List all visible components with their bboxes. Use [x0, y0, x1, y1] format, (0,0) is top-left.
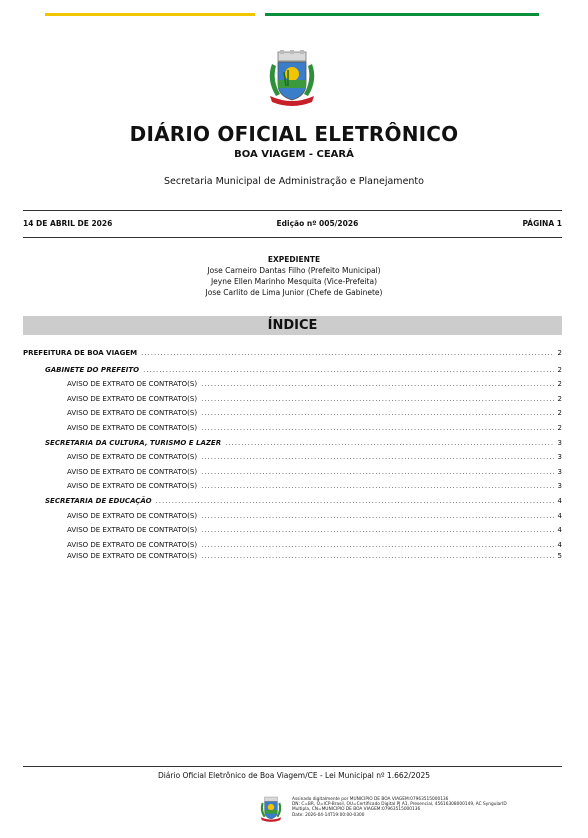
divider-bottom: [23, 237, 562, 238]
toc-entry-page: 2: [557, 349, 562, 357]
toc-entry-item[interactable]: [23, 395, 562, 406]
expediente-line: Jose Carneiro Dantas Filho (Prefeito Municipal): [207, 266, 381, 275]
toc-entry-label: AVISO DE EXTRATO DE CONTRATO(S): [67, 541, 198, 549]
toc-entry-label: GABINETE DO PREFEITO: [45, 366, 140, 374]
toc-entry-item[interactable]: [23, 424, 562, 435]
footer-divider: [23, 766, 562, 767]
header-green-bar: [265, 13, 539, 16]
toc-entry-label: AVISO DE EXTRATO DE CONTRATO(S): [67, 552, 198, 560]
toc-entry-item[interactable]: [23, 409, 562, 420]
divider-top: [23, 210, 562, 211]
toc-entry-label: AVISO DE EXTRATO DE CONTRATO(S): [67, 468, 198, 476]
toc-entry-label: SECRETARIA DA CULTURA, TURISMO E LAZER: [45, 439, 222, 447]
toc-entry-department[interactable]: [23, 366, 562, 377]
expediente-line: Jose Carlito de Lima Junior (Chefe de Gabinete): [205, 288, 383, 297]
toc-entry-label: AVISO DE EXTRATO DE CONTRATO(S): [67, 380, 198, 388]
signature-line: Assinado digitalmente por MUNICIPIO DE BOA VIAGEM:07963515000136: [292, 797, 449, 802]
toc-entry-page: 4: [557, 541, 562, 549]
index-heading: ÍNDICE: [23, 316, 562, 335]
toc-leader-dots: [225, 439, 553, 447]
page-number: PÁGINA 1: [522, 219, 562, 228]
toc-leader-dots: [201, 424, 553, 432]
toc-entry-label: SECRETARIA DE EDUCAÇÃO: [45, 497, 152, 505]
toc-entry-department[interactable]: [23, 439, 562, 450]
edition-date: 14 DE ABRIL DE 2026: [23, 219, 113, 228]
toc-entry-page: 4: [557, 512, 562, 520]
toc-entry-page: 3: [557, 468, 562, 476]
toc-entry-page: 4: [557, 526, 562, 534]
toc-entry-page: 3: [557, 439, 562, 447]
toc-entry-page: 2: [557, 380, 562, 388]
toc-leader-dots: [201, 409, 553, 417]
toc-entry-page: 3: [557, 482, 562, 490]
signature-crest-icon: [259, 795, 283, 823]
toc-entry-page: 2: [557, 395, 562, 403]
toc-entry-label: AVISO DE EXTRATO DE CONTRATO(S): [67, 482, 198, 490]
toc-leader-dots: [201, 541, 553, 549]
toc-entry-item[interactable]: [23, 453, 562, 464]
municipal-crest-icon: [266, 50, 318, 106]
signature-line: Date: 2026-04-14T19:00:00-0300: [292, 812, 365, 818]
toc-leader-dots: [201, 453, 553, 461]
toc-leader-dots: [201, 512, 553, 520]
edition-info-bar: [23, 219, 562, 228]
toc-leader-dots: [156, 497, 554, 505]
toc-leader-dots: [201, 552, 553, 560]
toc-entry-label: AVISO DE EXTRATO DE CONTRATO(S): [67, 453, 198, 461]
toc-entry-item[interactable]: [23, 526, 562, 537]
toc-entry-section[interactable]: [23, 349, 562, 360]
toc-leader-dots: [201, 482, 553, 490]
toc-entry-label: AVISO DE EXTRATO DE CONTRATO(S): [67, 526, 198, 534]
edition-number: Edição nº 005/2026: [276, 219, 359, 228]
signature-line: Multipla, CN=MUNICIPIO DE BOA VIAGEM:07963515000136: [292, 807, 421, 813]
toc-leader-dots: [141, 349, 553, 357]
toc-entry-page: 4: [557, 497, 562, 505]
signature-line: DN: C=BR, O=ICP-Brasil, OU=Certificado Digital PJ A1, Presencial, 45616308000149, AC SyngularID: [292, 802, 507, 808]
toc-leader-dots: [201, 395, 553, 403]
toc-entry-item[interactable]: [23, 552, 562, 563]
toc-entry-label: AVISO DE EXTRATO DE CONTRATO(S): [67, 424, 198, 432]
toc-leader-dots: [201, 468, 553, 476]
secretaria-name: Secretaria Municipal de Administração e Planejamento: [164, 176, 424, 187]
toc-leader-dots: [201, 380, 553, 388]
toc-entry-item[interactable]: [23, 468, 562, 479]
toc-entry-item[interactable]: [23, 541, 562, 552]
expediente-block: [0, 254, 588, 298]
toc-leader-dots: [201, 526, 553, 534]
digital-signature-block: [292, 797, 542, 818]
header-yellow-bar: [45, 13, 255, 16]
toc-entry-page: 2: [557, 424, 562, 432]
expediente-heading: EXPEDIENTE: [267, 255, 321, 264]
toc-entry-department[interactable]: [23, 497, 562, 508]
page-subtitle: BOA VIAGEM - CEARÁ: [234, 149, 354, 160]
expediente-line: Jeyne Ellen Marinho Mesquita (Vice-Prefeita): [210, 277, 378, 286]
toc-entry-item[interactable]: [23, 380, 562, 391]
toc-entry-item[interactable]: [23, 512, 562, 523]
toc-entry-page: 3: [557, 453, 562, 461]
toc-entry-label: AVISO DE EXTRATO DE CONTRATO(S): [67, 395, 198, 403]
toc-entry-label: AVISO DE EXTRATO DE CONTRATO(S): [67, 409, 198, 417]
toc-entry-page: 2: [557, 409, 562, 417]
toc-entry-label: PREFEITURA DE BOA VIAGEM: [23, 349, 138, 357]
toc-entry-page: 5: [557, 552, 562, 560]
toc-leader-dots: [143, 366, 553, 374]
page-title: DIÁRIO OFICIAL ELETRÔNICO: [129, 122, 459, 146]
toc-entry-label: AVISO DE EXTRATO DE CONTRATO(S): [67, 512, 198, 520]
toc-entry-page: 2: [557, 366, 562, 374]
footer-law-text: Diário Oficial Eletrônico de Boa Viagem/CE - Lei Municipal nº 1.662/2025: [157, 771, 431, 780]
toc-entry-item[interactable]: [23, 482, 562, 493]
